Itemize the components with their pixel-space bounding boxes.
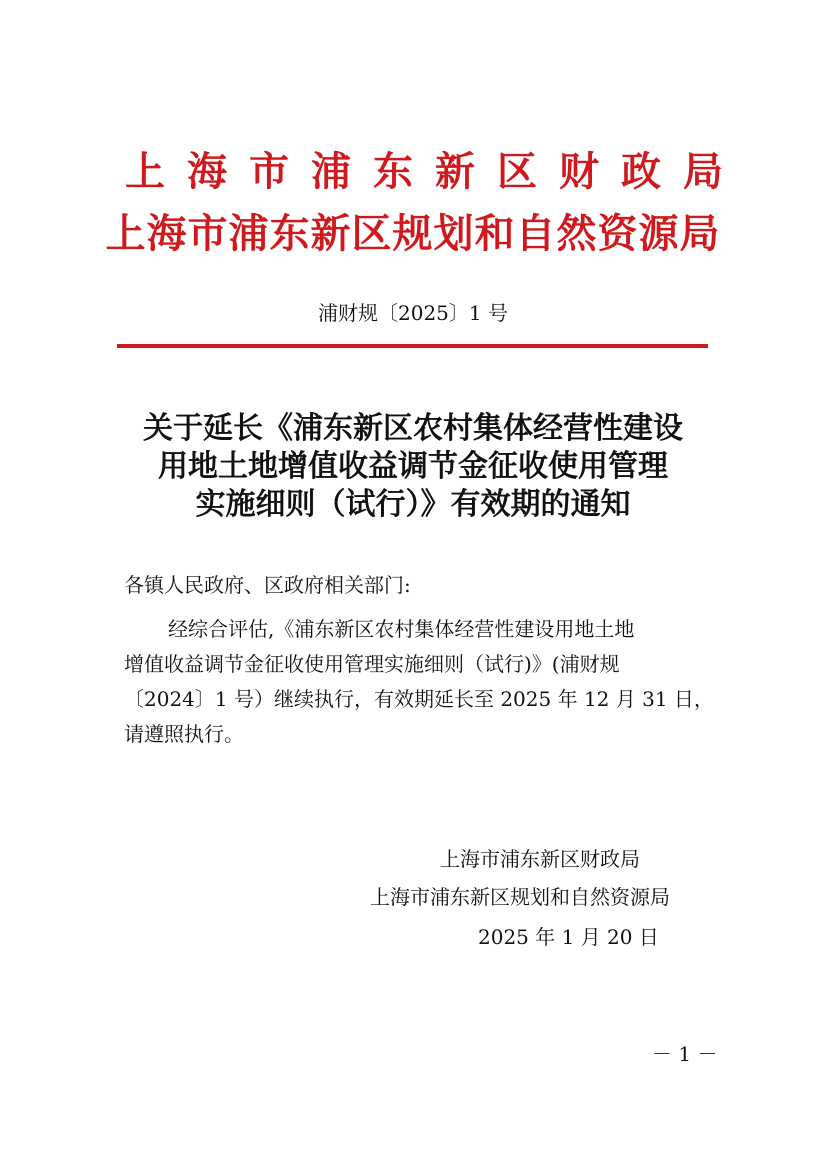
salutation: 各镇人民政府、区政府相关部门: — [124, 573, 411, 597]
page-number: － 1 － — [652, 1042, 718, 1066]
signature-finance-bureau: 上海市浦东新区财政局 — [440, 847, 640, 871]
notice-title-line-3: 实施细则（试行）》有效期的通知 — [195, 487, 631, 522]
notice-title-line-1: 关于延长《浦东新区农村集体经营性建设 — [143, 411, 683, 446]
notice-body — [124, 612, 714, 752]
notice-title-line-2: 用地土地增值收益调节金征收使用管理 — [158, 449, 668, 484]
signature-date: 2025 年 1 月 20 日 — [478, 925, 659, 949]
body-line-4: 请遵照执行。 — [124, 722, 244, 746]
issuer-planning-bureau: 上海市浦东新区规划和自然资源局 — [105, 211, 721, 257]
notice-title — [110, 410, 716, 524]
red-divider-rule — [117, 344, 708, 348]
issuer-finance-bureau: 上海市浦东新区财政局 — [125, 149, 745, 195]
body-line-3: 〔2024〕1 号）继续执行，有效期延长至 2025 年 12 月 31 日， — [124, 687, 714, 711]
signature-planning-bureau: 上海市浦东新区规划和自然资源局 — [370, 885, 670, 909]
body-line-1: 经综合评估,《浦东新区农村集体经营性建设用地土地 — [168, 617, 635, 641]
document-number: 浦财规〔2025〕1 号 — [318, 301, 508, 325]
body-line-2: 增值收益调节金征收使用管理实施细则（试行)》(浦财规 — [124, 652, 620, 676]
